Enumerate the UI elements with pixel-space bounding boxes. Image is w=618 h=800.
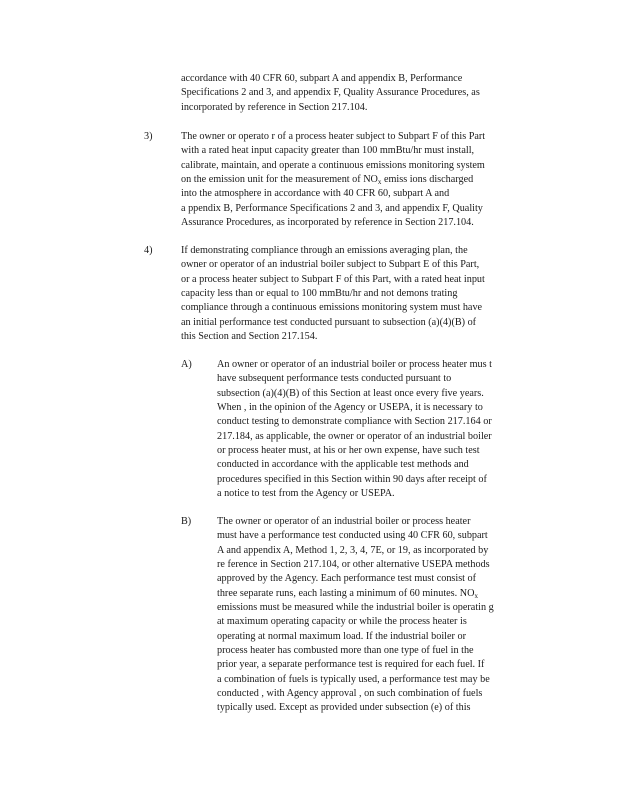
- text-line: a combination of fuels is typically used, a performance test may be: [217, 673, 490, 685]
- text-line: operating at normal maximum load. If the industrial boiler or: [217, 630, 466, 642]
- text-line: approved by the Agency. Each performance test must consist of: [217, 573, 477, 585]
- text-line: incorporated by reference in Section 217.104.: [181, 101, 368, 113]
- text-line: have subsequent performance tests conducted pursuant to: [217, 373, 452, 385]
- text-line: capacity less than or equal to 100 mmBtu/hr and not demons trating: [181, 288, 458, 300]
- text-line: on the emission unit for the measurement of $NO_x$ emiss ions discharged: [181, 174, 474, 187]
- text-line: Specifications 2 and 3, and appendix F, Quality Assurance Procedures, as: [181, 87, 480, 99]
- paragraph-item-A: [217, 358, 541, 501]
- text-line: conducted , with Agency approval , on such combination of fuels: [217, 688, 483, 700]
- text-line: If demonstrating compliance through an emissions averaging plan, the: [181, 245, 468, 256]
- text-line: an initial performance test conducted pursuant to subsection (a)(4)(B) of: [181, 316, 477, 328]
- text-line: owner or operator of an industrial boiler subject to Subpart E of this Part,: [181, 259, 480, 271]
- item-marker-B: B): [181, 516, 192, 527]
- text-line: must have a performance test conducted using 40 CFR 60, subpart: [217, 530, 488, 542]
- text-line: at maximum operating capacity or while the process heater is: [217, 616, 467, 628]
- paragraph-item-3: [181, 130, 535, 230]
- text-line: conducted in accordance with the applicable test methods and: [217, 459, 469, 471]
- text-line: or process heater must, at his or her own expense, have such test: [217, 445, 480, 457]
- paragraph-continuation: [181, 72, 535, 115]
- text-line: emissions must be measured while the industrial boiler is operatin g: [217, 602, 494, 614]
- text-line: The owner or operato r of a process heater subject to Subpart F of this Part: [181, 131, 486, 142]
- text-line: or a process heater subject to Subpart F of this Part, with a rated heat input: [181, 273, 485, 285]
- text-line: prior year, a separate performance test is required for each fuel. If: [217, 659, 485, 671]
- text-line: conduct testing to demonstrate compliance with Section 217.164 or: [217, 416, 492, 428]
- paragraph-item-B: [217, 515, 541, 716]
- text-line: into the atmosphere in accordance with 40 CFR 60, subpart A and: [181, 188, 450, 200]
- item-marker-4: 4): [144, 245, 153, 256]
- text-line: subsection (a)(4)(B) of this Section at least once every five years.: [217, 387, 484, 399]
- text-line: The owner or operator of an industrial boiler or process heater: [217, 516, 471, 527]
- text-line: compliance through a continuous emissions monitoring system must have: [181, 302, 483, 314]
- text-line: three separate runs, each lasting a minimum of 60 minutes. $NO_x$: [217, 587, 478, 600]
- item-marker-A: A): [181, 359, 192, 370]
- text-line: 217.184, as applicable, the owner or operator of an industrial boiler: [217, 430, 492, 442]
- text-line: accordance with 40 CFR 60, subpart A and appendix B, Performance: [181, 73, 463, 84]
- text-line: with a rated heat input capacity greater than 100 mmBtu/hr must install,: [181, 145, 475, 157]
- text-line: re ference in Section 217.104, or other alternative USEPA methods: [217, 559, 490, 571]
- text-line: When , in the opinion of the Agency or USEPA, it is necessary to: [217, 402, 483, 414]
- text-line: calibrate, maintain, and operate a continuous emissions monitoring system: [181, 159, 485, 171]
- paragraph-item-4: [181, 244, 535, 344]
- text-line: A and appendix A, Method 1, 2, 3, 4, 7E, or 19, as incorporated by: [217, 544, 489, 556]
- text-line: Assurance Procedures, as incorporated by reference in Section 217.104.: [181, 217, 474, 229]
- item-marker-3: 3): [144, 131, 153, 142]
- text-line: typically used. Except as provided under subsection (e) of this: [217, 702, 471, 714]
- text-line: this Section and Section 217.154.: [181, 331, 318, 343]
- text-line: procedures specified in this Section within 90 days after receipt of: [217, 473, 487, 485]
- text-line: process heater has combusted more than one type of fuel in the: [217, 645, 474, 657]
- text-line: An owner or operator of an industrial boiler or process heater mus t: [217, 359, 492, 370]
- text-line: a notice to test from the Agency or USEPA.: [217, 488, 395, 500]
- text-line: a ppendix B, Performance Specifications 2 and 3, and appendix F, Quality: [181, 202, 483, 214]
